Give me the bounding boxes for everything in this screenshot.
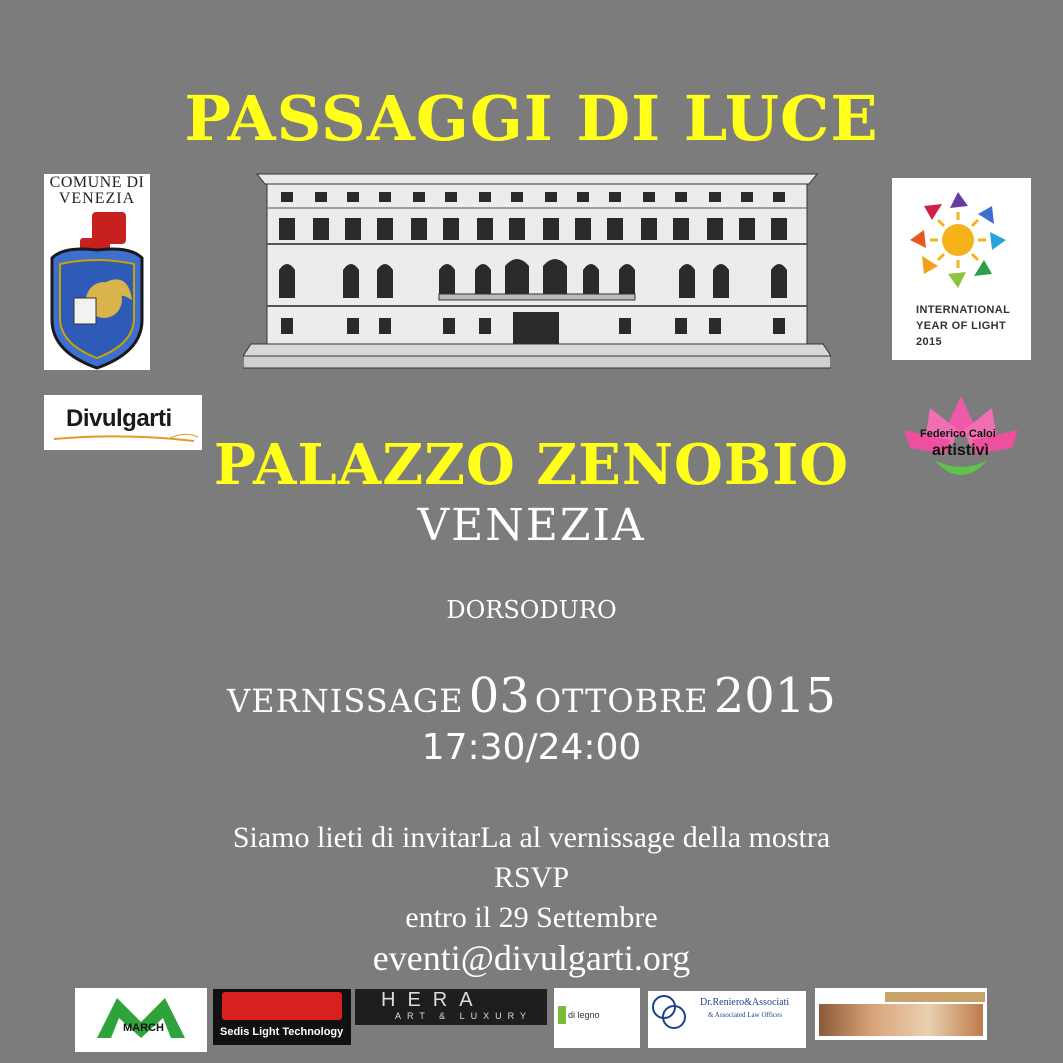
comune-di-venezia-logo — [44, 174, 150, 370]
event-title: PASSAGGI DI LUCE — [184, 82, 879, 155]
di-legno-sponsor-logo — [554, 988, 640, 1048]
vernissage-day: 03 — [468, 668, 530, 724]
march-sponsor-logo — [75, 988, 207, 1052]
sedis-sponsor-logo — [213, 989, 351, 1045]
artistivi-line1: Federico Caloi — [920, 428, 996, 440]
venue-name: PALAZZO ZENOBIO — [213, 432, 850, 498]
comune-line2: VENEZIA — [58, 190, 136, 207]
invite-line: Siamo lieti di invitarLa al vernissage della mostra — [232, 821, 831, 854]
international-year-of-light-logo — [892, 178, 1031, 360]
hera-label: HERA — [381, 989, 485, 1011]
industrial-banner — [885, 992, 985, 1002]
iyl-line1: INTERNATIONAL — [916, 304, 1011, 316]
deadline-line: entro il 29 Settembre — [405, 901, 658, 934]
reniero-sponsor-logo — [648, 991, 806, 1048]
sun-mandala-icon — [892, 178, 1031, 288]
venice-lion-crest-icon — [44, 210, 150, 370]
iyl-line2: YEAR OF LIGHT — [916, 320, 1007, 332]
comune-line1: COMUNE DI — [49, 174, 145, 191]
vernissage-label: VERNISSAGE — [227, 682, 464, 720]
reniero-line1: Dr.Reniero&Associati — [700, 997, 790, 1008]
contact-email[interactable]: eventi@divulgarti.org — [372, 938, 691, 978]
march-m-icon — [75, 988, 207, 1052]
legno-label: di legno — [568, 1010, 600, 1020]
sedis-mark — [222, 992, 342, 1020]
vernissage-date — [0, 668, 1063, 724]
ra-seal-icon — [650, 993, 690, 1033]
iyl-line3: 2015 — [916, 336, 943, 348]
city-name: VENEZIA — [417, 500, 646, 551]
rsvp-line: RSVP — [493, 861, 570, 894]
invitation-text — [0, 818, 1063, 978]
reniero-line2: & Associated Law Offices — [708, 1011, 782, 1019]
artistivi-line2: artistivì — [932, 442, 989, 459]
legno-mark — [558, 1006, 566, 1024]
vernissage-year: 2015 — [713, 668, 836, 724]
industrial-sponsor-logo — [815, 988, 987, 1040]
palazzo-building-illustration — [243, 170, 831, 370]
hera-sponsor-logo — [355, 989, 547, 1025]
march-label: MARCH — [123, 1022, 164, 1034]
industrial-photo — [819, 1004, 983, 1036]
divulgarti-label: Divulgarti — [66, 405, 172, 432]
district-name: DORSODURO — [446, 596, 617, 624]
vernissage-month: OTTOBRE — [534, 682, 709, 720]
hera-sub-label: ART & LUXURY — [395, 1011, 533, 1021]
vernissage-time: 17:30/24:00 — [421, 727, 642, 768]
sedis-label: Sedis Light Technology — [220, 1026, 344, 1038]
